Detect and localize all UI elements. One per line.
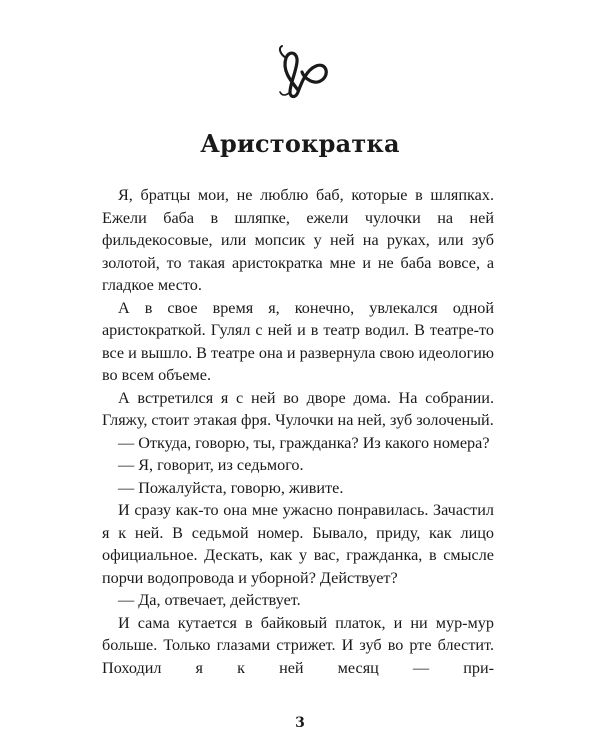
paragraph: И сразу как-то она мне ужасно понравилась. Зачастил я к ней. В седьмой номер. Бывало, приду, как лицо официальное. Дескать, как у вас, гражданка, в смысле порчи водопровода и уборной? Действует? — [102, 501, 494, 587]
paragraph: — Откуда, говорю, ты, гражданка? Из какого номера? — [118, 433, 490, 452]
chapter-title: Аристократка — [200, 129, 400, 158]
paragraph: Я, братцы мои, не люблю баб, которые в шляпках. Ежели баба в шляпке, ежели чулочки на ней фильдекосовые, или мопсик у ней на руках, или зуб золотой, то такая аристократка мне и не баба вовсе, а гладкое место. — [102, 186, 494, 294]
paragraph: — Я, говорит, из седьмого. — [118, 456, 304, 474]
paragraph: А в свое время я, конечно, увлекался одной аристократкой. Гулял с ней и в театр водил. В театре-то все и вышло. В театре она и развернула свою идеологию во всем объеме. — [102, 298, 494, 384]
page-number: 3 — [295, 715, 305, 731]
flourish-ornament-icon — [268, 40, 332, 104]
paragraph: — Да, отвечает, действует. — [118, 591, 301, 609]
paragraph: — Пожалуйста, говорю, живите. — [118, 478, 344, 497]
paragraph: А встретился я с ней во дворе дома. На собрании. Гляжу, стоит этакая фря. Чулочки на ней, зуб золоченый. — [102, 388, 494, 429]
body-text — [102, 184, 494, 679]
paragraph: И сама кутается в байковый платок, и ни мур-мур больше. Только глазами стрижет. И зуб во рте блестит. Походил я к ней месяц — при- — [102, 613, 494, 677]
